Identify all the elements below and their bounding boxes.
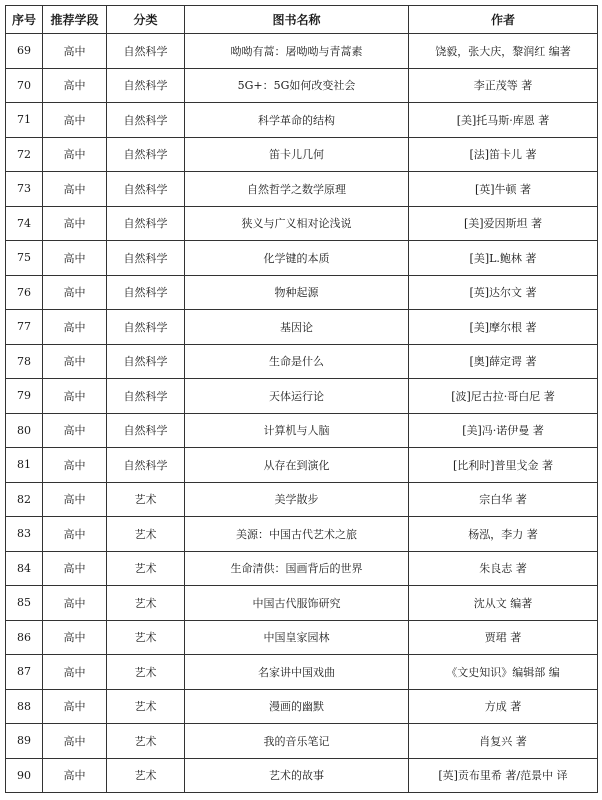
cell-author: 沈从文 编著 (409, 586, 598, 621)
cell-no: 87 (6, 655, 43, 690)
cell-title: 狭义与广义相对论浅说 (185, 206, 409, 241)
cell-no: 76 (6, 275, 43, 310)
cell-author: [美]爱因斯坦 著 (409, 206, 598, 241)
cell-category: 自然科学 (107, 172, 185, 207)
cell-category: 自然科学 (107, 413, 185, 448)
cell-no: 71 (6, 103, 43, 138)
cell-title: 美源：中国古代艺术之旅 (185, 517, 409, 552)
cell-category: 艺术 (107, 620, 185, 655)
cell-level: 高中 (43, 103, 107, 138)
cell-no: 73 (6, 172, 43, 207)
cell-category: 艺术 (107, 758, 185, 793)
cell-no: 75 (6, 241, 43, 276)
cell-author: 肖复兴 著 (409, 724, 598, 759)
cell-level: 高中 (43, 275, 107, 310)
cell-category: 艺术 (107, 551, 185, 586)
cell-level: 高中 (43, 241, 107, 276)
cell-level: 高中 (43, 586, 107, 621)
table-row (6, 137, 598, 172)
cell-category: 自然科学 (107, 275, 185, 310)
table-row (6, 724, 598, 759)
cell-category: 艺术 (107, 586, 185, 621)
cell-author: 李正茂等 著 (409, 68, 598, 103)
cell-no: 70 (6, 68, 43, 103)
table-row (6, 586, 598, 621)
table-row (6, 344, 598, 379)
cell-level: 高中 (43, 448, 107, 483)
cell-title: 物种起源 (185, 275, 409, 310)
cell-author: [比利时]普里戈金 著 (409, 448, 598, 483)
cell-title: 名家讲中国戏曲 (185, 655, 409, 690)
table-row (6, 620, 598, 655)
cell-title: 基因论 (185, 310, 409, 345)
cell-title: 自然哲学之数学原理 (185, 172, 409, 207)
cell-category: 自然科学 (107, 137, 185, 172)
cell-title: 我的音乐笔记 (185, 724, 409, 759)
table-row (6, 241, 598, 276)
cell-no: 89 (6, 724, 43, 759)
cell-author: 方成 著 (409, 689, 598, 724)
cell-category: 自然科学 (107, 206, 185, 241)
cell-level: 高中 (43, 655, 107, 690)
cell-title: 从存在到演化 (185, 448, 409, 483)
cell-level: 高中 (43, 310, 107, 345)
cell-category: 自然科学 (107, 34, 185, 69)
cell-level: 高中 (43, 482, 107, 517)
cell-category: 艺术 (107, 482, 185, 517)
header-title: 图书名称 (185, 6, 409, 34)
cell-author: [美]摩尔根 著 (409, 310, 598, 345)
cell-author: 杨泓，李力 著 (409, 517, 598, 552)
table-row (6, 413, 598, 448)
book-list-table (5, 5, 598, 793)
cell-category: 艺术 (107, 689, 185, 724)
table-row (6, 172, 598, 207)
cell-author: 饶毅，张大庆，黎润红 编著 (409, 34, 598, 69)
cell-no: 69 (6, 34, 43, 69)
cell-level: 高中 (43, 379, 107, 414)
cell-no: 80 (6, 413, 43, 448)
header-no: 序号 (6, 6, 43, 34)
cell-title: 笛卡儿几何 (185, 137, 409, 172)
cell-level: 高中 (43, 206, 107, 241)
cell-no: 74 (6, 206, 43, 241)
header-row (6, 6, 598, 34)
table-row (6, 758, 598, 793)
cell-category: 自然科学 (107, 310, 185, 345)
table-row (6, 379, 598, 414)
cell-level: 高中 (43, 137, 107, 172)
cell-no: 81 (6, 448, 43, 483)
cell-level: 高中 (43, 34, 107, 69)
cell-author: [美]L.鲍林 著 (409, 241, 598, 276)
cell-author: 朱良志 著 (409, 551, 598, 586)
table-row (6, 206, 598, 241)
cell-level: 高中 (43, 413, 107, 448)
cell-author: 宗白华 著 (409, 482, 598, 517)
table-row (6, 448, 598, 483)
cell-category: 自然科学 (107, 241, 185, 276)
table-row (6, 275, 598, 310)
cell-author: 贾珺 著 (409, 620, 598, 655)
cell-author: [英]贡布里希 著/范景中 译 (409, 758, 598, 793)
table-row (6, 310, 598, 345)
table-row (6, 68, 598, 103)
cell-author: 《文史知识》编辑部 编 (409, 655, 598, 690)
cell-title: 化学键的本质 (185, 241, 409, 276)
cell-title: 艺术的故事 (185, 758, 409, 793)
cell-category: 自然科学 (107, 344, 185, 379)
cell-no: 83 (6, 517, 43, 552)
cell-author: [奥]薛定谔 著 (409, 344, 598, 379)
cell-level: 高中 (43, 689, 107, 724)
cell-no: 82 (6, 482, 43, 517)
cell-author: [波]尼古拉·哥白尼 著 (409, 379, 598, 414)
cell-no: 88 (6, 689, 43, 724)
cell-category: 艺术 (107, 724, 185, 759)
header-author: 作者 (409, 6, 598, 34)
cell-category: 自然科学 (107, 103, 185, 138)
cell-title: 计算机与人脑 (185, 413, 409, 448)
table-body (6, 34, 598, 793)
cell-level: 高中 (43, 344, 107, 379)
cell-title: 中国皇家园林 (185, 620, 409, 655)
cell-no: 84 (6, 551, 43, 586)
cell-title: 漫画的幽默 (185, 689, 409, 724)
cell-category: 艺术 (107, 517, 185, 552)
table-row (6, 103, 598, 138)
cell-level: 高中 (43, 758, 107, 793)
cell-level: 高中 (43, 517, 107, 552)
cell-title: 中国古代服饰研究 (185, 586, 409, 621)
cell-category: 自然科学 (107, 379, 185, 414)
cell-title: 生命清供：国画背后的世界 (185, 551, 409, 586)
cell-category: 自然科学 (107, 448, 185, 483)
table-row (6, 689, 598, 724)
cell-title: 5G+：5G如何改变社会 (185, 68, 409, 103)
table-row (6, 551, 598, 586)
cell-no: 72 (6, 137, 43, 172)
cell-category: 艺术 (107, 655, 185, 690)
table-row (6, 34, 598, 69)
header-category: 分类 (107, 6, 185, 34)
cell-author: [英]达尔文 著 (409, 275, 598, 310)
cell-author: [法]笛卡儿 著 (409, 137, 598, 172)
cell-level: 高中 (43, 551, 107, 586)
cell-title: 科学革命的结构 (185, 103, 409, 138)
header-level: 推荐学段 (43, 6, 107, 34)
cell-author: [英]牛顿 著 (409, 172, 598, 207)
cell-no: 90 (6, 758, 43, 793)
cell-level: 高中 (43, 620, 107, 655)
cell-title: 天体运行论 (185, 379, 409, 414)
cell-no: 77 (6, 310, 43, 345)
cell-level: 高中 (43, 68, 107, 103)
cell-author: [美]冯·诺伊曼 著 (409, 413, 598, 448)
cell-no: 79 (6, 379, 43, 414)
cell-title: 美学散步 (185, 482, 409, 517)
table-row (6, 517, 598, 552)
table-header (6, 6, 598, 34)
cell-no: 86 (6, 620, 43, 655)
cell-level: 高中 (43, 172, 107, 207)
cell-category: 自然科学 (107, 68, 185, 103)
cell-level: 高中 (43, 724, 107, 759)
cell-no: 85 (6, 586, 43, 621)
cell-author: [美]托马斯·库恩 著 (409, 103, 598, 138)
cell-title: 生命是什么 (185, 344, 409, 379)
table-row (6, 655, 598, 690)
cell-no: 78 (6, 344, 43, 379)
cell-title: 呦呦有蒿：屠呦呦与青蒿素 (185, 34, 409, 69)
table-row (6, 482, 598, 517)
